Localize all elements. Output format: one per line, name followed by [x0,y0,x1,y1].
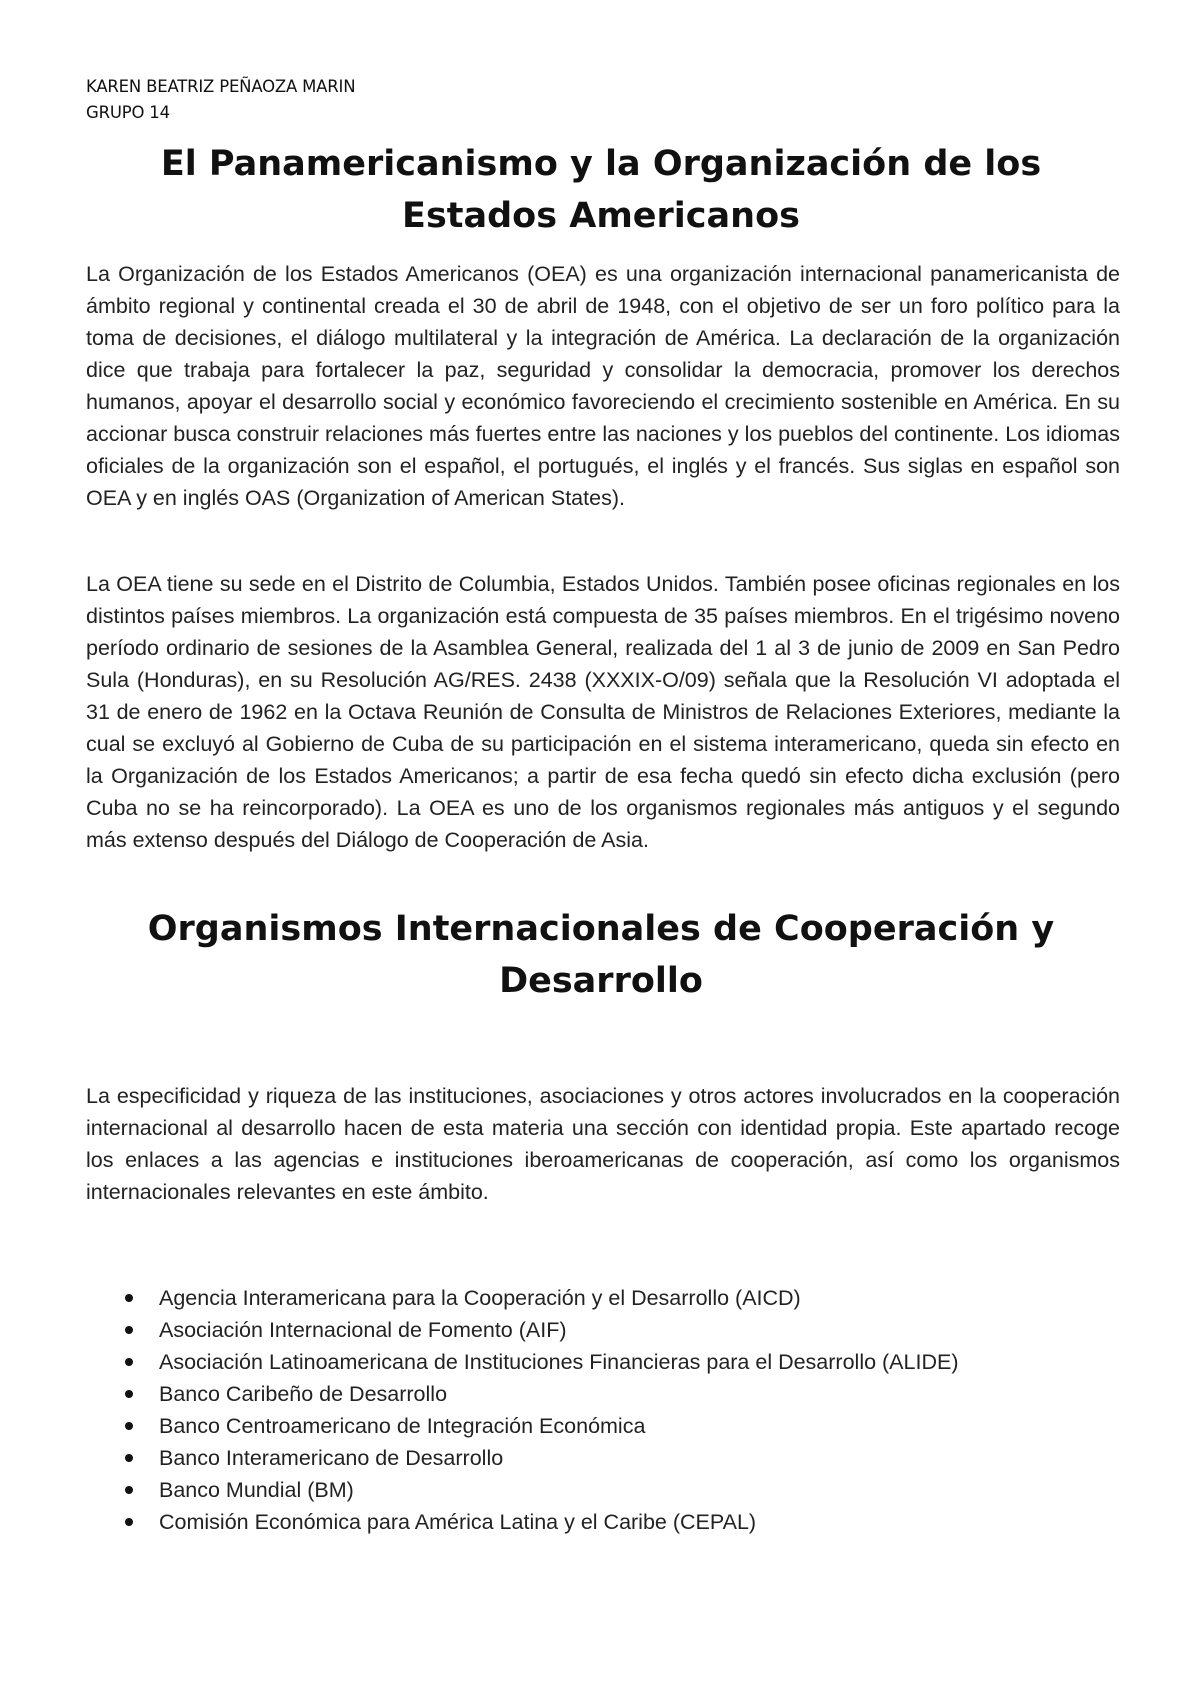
list-item-text: Banco Interamericano de Desarrollo [159,1446,504,1470]
bullet-icon [125,1518,133,1526]
list-item-text: Comisión Económica para América Latina y el Caribe (CEPAL) [159,1510,757,1534]
section-title-organismos: Organismos Internacionales de Cooperación y Desarrollo [147,909,1055,1001]
list-item [122,1378,1122,1410]
list-item-text: Asociación Latinoamericana de Instituciones Financieras para el Desarrollo (ALIDE) [159,1350,959,1374]
paragraph-oea-sede: La OEA tiene su sede en el Distrito de Columbia, Estados Unidos. También posee oficinas regionales en los distintos países miembros. La organización está compuesta de 35 países miembros. En el trigésimo noveno período ordinario de sesiones de la Asamblea General, realizada del 1 al 3 de junio de 2009 en San Pedro Sula (Honduras), en su Resolución AG/RES. 2438 (XXXIX-O/09) señala que la Resolución VI adoptada el 31 de enero de 1962 en la Octava Reunión de Consulta de Ministros de Relaciones Exteriores, mediante la cual se excluyó al Gobierno de Cuba de su participación en el sistema interamericano, queda sin efecto en la Organización de los Estados Americanos; a partir de esa fecha quedó sin efecto dicha exclusión (pero Cuba no se ha reincorporado). La OEA es uno de los organismos regionales más antiguos y el segundo más extenso después del Diálogo de Cooperación de Asia. [86,572,1120,852]
paragraph-oea-intro: La Organización de los Estados Americanos (OEA) es una organización internacional panamericanista de ámbito regional y continental creada el 30 de abril de 1948, con el objetivo de ser un foro político para la toma de decisiones, el diálogo multilateral y la integración de América. La declaración de la organización dice que trabaja para fortalecer la paz, seguridad y consolidar la democracia, promover los derechos humanos, apoyar el desarrollo social y económico favoreciendo el crecimiento sostenible en América. En su accionar busca construir relaciones más fuertes entre las naciones y los pueblos del continente. Los idiomas oficiales de la organización son el español, el portugués, el inglés y el francés. Sus siglas en español son OEA y en inglés OAS (Organization of American States). [86,262,1120,510]
bullet-icon [125,1422,133,1430]
list-item-text: Banco Caribeño de Desarrollo [159,1382,448,1406]
list-item-text: Agencia Interamericana para la Cooperación y el Desarrollo (AICD) [159,1286,801,1310]
bullet-icon [125,1358,133,1366]
organizations-list [122,1282,1122,1538]
list-item [122,1442,1122,1474]
bullet-icon [125,1486,133,1494]
list-item [122,1314,1122,1346]
author-name: KAREN BEATRIZ PEÑAOZA MARIN [86,77,356,96]
list-item [122,1506,1122,1538]
list-item [122,1410,1122,1442]
bullet-icon [125,1390,133,1398]
list-item [122,1474,1122,1506]
paragraph-cooperacion: La especificidad y riqueza de las instituciones, asociaciones y otros actores involucrados en la cooperación internacional al desarrollo hacen de esta materia una sección con identidad propia. Este apartado recoge los enlaces a las agencias e instituciones iberoamericanas de cooperación, así como los organismos internacionales relevantes en este ámbito. [86,1084,1120,1204]
bullet-icon [125,1294,133,1302]
bullet-icon [125,1454,133,1462]
list-item-text: Banco Centroamericano de Integración Económica [159,1414,646,1438]
section-title-oea: El Panamericanismo y la Organización de los Estados Americanos [160,144,1042,236]
list-item [122,1282,1122,1314]
group-label: GRUPO 14 [86,103,170,122]
bullet-icon [125,1326,133,1334]
list-item-text: Asociación Internacional de Fomento (AIF) [159,1318,567,1342]
author-block [86,74,355,126]
list-item-text: Banco Mundial (BM) [159,1478,354,1502]
list-item [122,1346,1122,1378]
